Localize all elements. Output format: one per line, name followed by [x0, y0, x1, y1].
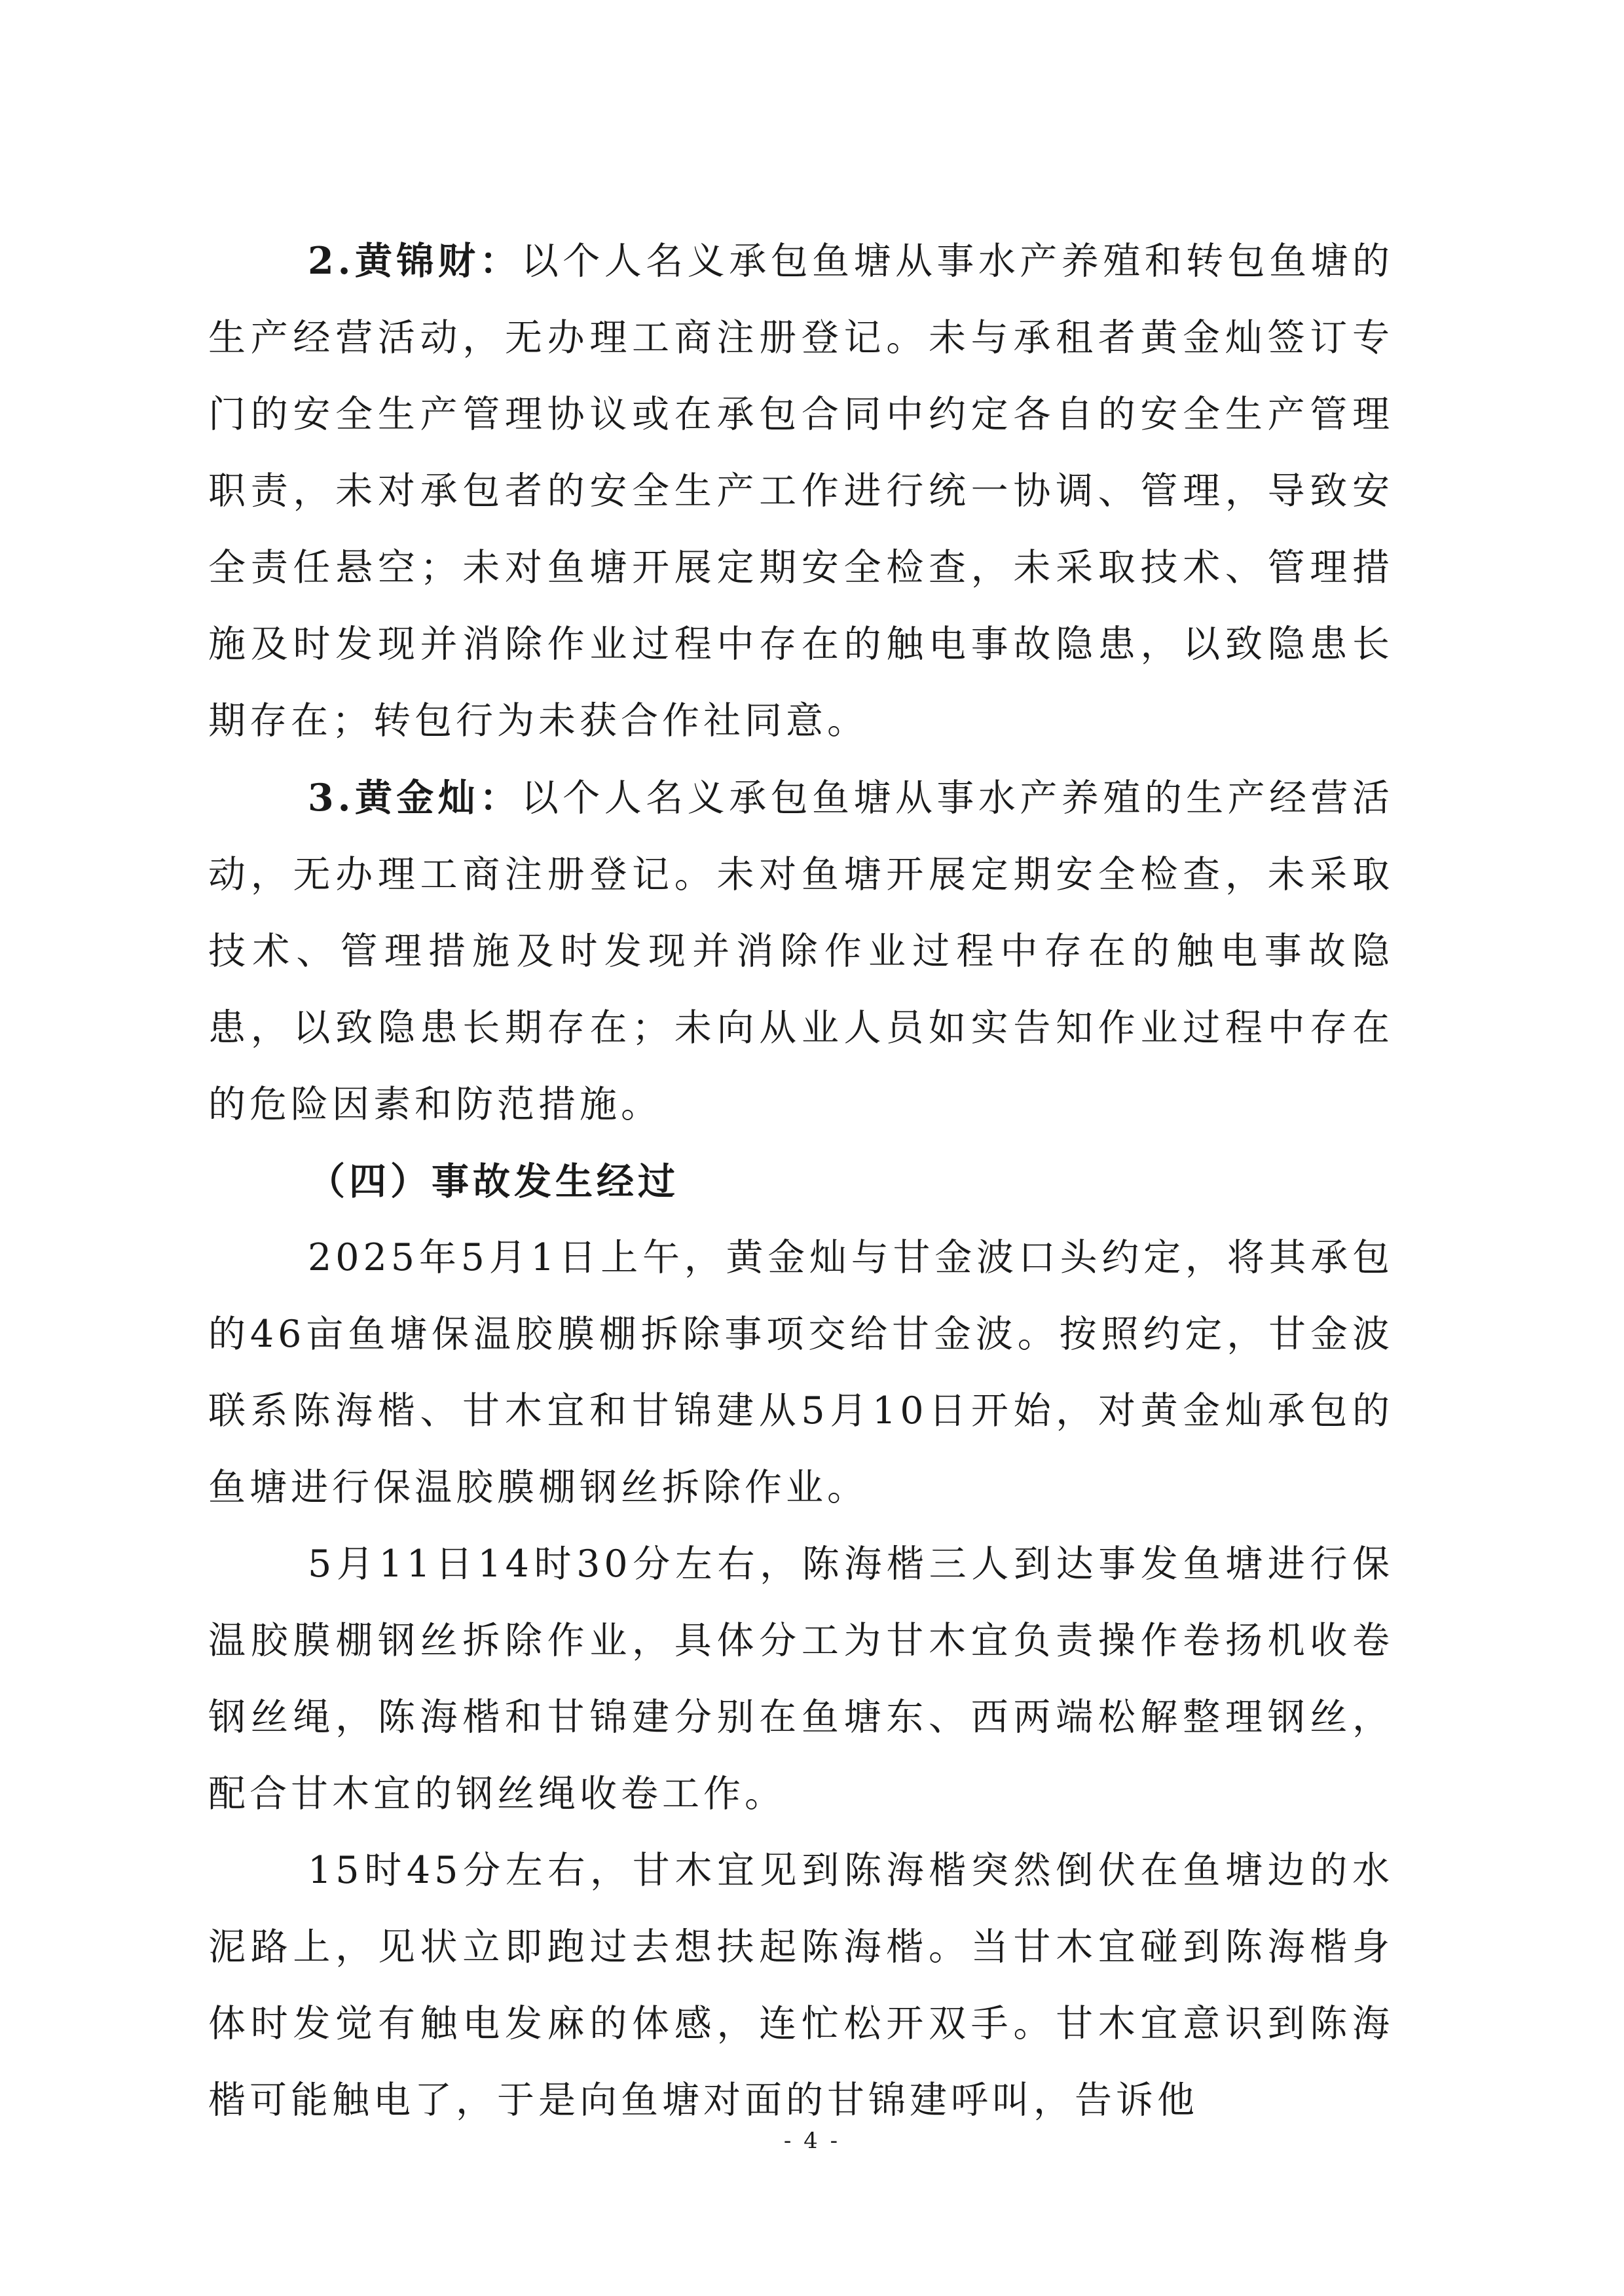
- paragraph-huang-jincan: [208, 759, 1393, 1143]
- page-number: - 4 -: [783, 2128, 841, 2154]
- paragraph-huang-jincai: [208, 223, 1393, 759]
- paragraph-lead-huang-jincan: 3.黄金灿：: [308, 776, 521, 820]
- paragraph-accident-discovery: 15时45分左右，甘木宜见到陈海楷突然倒伏在鱼塘边的水泥路上，见状立即跑过去想扶起陈海楷。当甘木宜碰到陈海楷身体时发觉有触电发麻的体感，连忙松开双手。甘木宜意识到陈海楷可能触电了，于是向鱼塘对面的甘锦建呼叫，告诉他: [208, 1849, 1393, 2122]
- section-heading-accident-process: （四）事故发生经过: [308, 1159, 679, 1203]
- body-text: [208, 223, 1393, 2139]
- paragraph-text-huang-jincai: 以个人名义承包鱼塘从事水产养殖和转包鱼塘的生产经营活动，无办理工商注册登记。未与承租者黄金灿签订专门的安全生产管理协议或在承包合同中约定各自的安全生产管理职责，未对承包者的安全生产工作进行统一协调、管理，导致安全责任悬空；未对鱼塘开展定期安全检查，未采取技术、管理措施及时发现并消除作业过程中存在的触电事故隐患，以致隐患长期存在；转包行为未获合作社同意。: [208, 240, 1393, 742]
- paragraph-text-huang-jincan: 以个人名义承包鱼塘从事水产养殖的生产经营活动，无办理工商注册登记。未对鱼塘开展定期安全检查，未采取技术、管理措施及时发现并消除作业过程中存在的触电事故隐患，以致隐患长期存在；未向从业人员如实告知作业过程中存在的危险因素和防范措施。: [208, 776, 1393, 1126]
- paragraph-lead-huang-jincai: 2.黄锦财：: [308, 239, 521, 283]
- paragraph-work-arrival: 5月11日14时30分左右，陈海楷三人到达事发鱼塘进行保温胶膜棚钢丝拆除作业，具体分工为甘木宜负责操作卷扬机收卷钢丝绳，陈海楷和甘锦建分别在鱼塘东、西两端松解整理钢丝，配合甘木宜的钢丝绳收卷工作。: [208, 1542, 1393, 1815]
- paragraph-agreement: 2025年5月1日上午，黄金灿与甘金波口头约定，将其承包的46亩鱼塘保温胶膜棚拆除事项交给甘金波。按照约定，甘金波联系陈海楷、甘木宜和甘锦建从5月10日开始，对黄金灿承包的鱼塘进行保温胶膜棚钢丝拆除作业。: [208, 1236, 1393, 1509]
